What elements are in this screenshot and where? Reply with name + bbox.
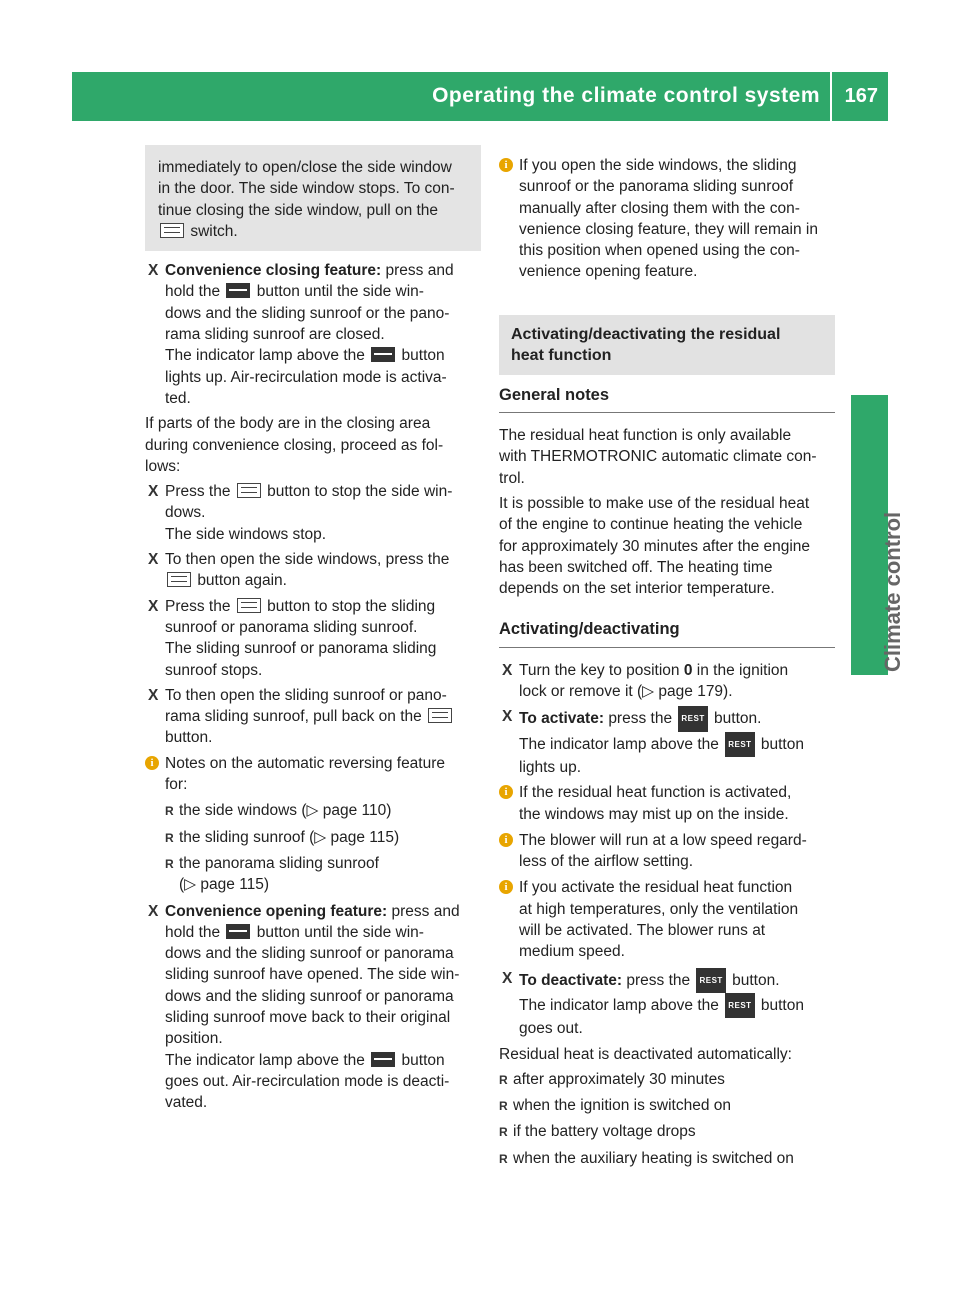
text-line: venience closing feature, they will remain in bbox=[519, 220, 818, 238]
step-stop-windows bbox=[145, 481, 481, 545]
page-title: Operating the climate control system bbox=[432, 84, 820, 107]
text-span: button bbox=[401, 1051, 445, 1069]
step-label: To deactivate: bbox=[519, 971, 623, 989]
text-line: this position when opened using the con- bbox=[519, 242, 800, 260]
info-note-ventilation bbox=[499, 877, 835, 962]
text-line: dows. bbox=[165, 504, 206, 522]
text-line: lights up. bbox=[519, 758, 582, 776]
text-span: The indicator lamp above the bbox=[165, 347, 365, 365]
list-item bbox=[499, 1148, 835, 1169]
section-heading bbox=[499, 315, 835, 375]
text-line: goes out. bbox=[519, 1020, 583, 1038]
text-span: button again. bbox=[197, 572, 287, 590]
recirculation-button-icon bbox=[371, 1052, 395, 1067]
page-link[interactable]: page 179). bbox=[658, 683, 733, 701]
text-span: button. bbox=[732, 971, 780, 989]
text-span: The indicator lamp above the bbox=[165, 1051, 365, 1069]
text-line: with THERMOTRONIC automatic climate con- bbox=[499, 448, 817, 466]
text-line: The residual heat function is only available bbox=[499, 427, 792, 445]
list-item: R the side windows (▷ page 110) bbox=[165, 800, 481, 821]
paragraph: Residual heat is deactivated automatically: bbox=[499, 1045, 792, 1063]
step-label: Convenience opening feature: bbox=[165, 902, 388, 920]
bullet-icon: R bbox=[165, 804, 174, 819]
text-line: depends on the set interior temperature. bbox=[499, 580, 775, 598]
text-span: button until the side win- bbox=[256, 923, 424, 941]
text-line: If parts of the body are in the closing area bbox=[145, 415, 431, 433]
text-span: Press the bbox=[165, 597, 231, 615]
bullet-icon: R bbox=[165, 830, 174, 845]
text-span: after approximately 30 minutes bbox=[513, 1070, 725, 1088]
list-item bbox=[499, 1069, 835, 1090]
text-line: tinue closing the side window, pull on the bbox=[158, 201, 439, 219]
sunroof-switch-icon bbox=[428, 708, 452, 723]
text-line: If you open the side windows, the sliding bbox=[519, 157, 797, 174]
text-span: press and bbox=[391, 902, 460, 920]
text-line: of the engine to continue heating the vehicle bbox=[499, 516, 803, 534]
text-line: The sliding sunroof or panorama sliding bbox=[165, 640, 437, 658]
subheading-activating: Activating/deactivating bbox=[499, 619, 835, 647]
text-line: for: bbox=[165, 776, 188, 794]
rest-button-icon: REST bbox=[725, 732, 754, 757]
text-span: ( bbox=[179, 876, 185, 894]
info-note-reversing bbox=[145, 753, 481, 796]
left-column bbox=[145, 145, 481, 1117]
text-span: Press the bbox=[165, 483, 231, 501]
text-line: for approximately 30 minutes after the engine bbox=[499, 537, 811, 555]
text-span: when the ignition is switched on bbox=[513, 1097, 731, 1115]
page-number: 167 bbox=[844, 85, 878, 107]
text-line: the windows may mist up on the inside. bbox=[519, 805, 789, 823]
header-divider bbox=[830, 72, 832, 121]
text-span: The indicator lamp above the bbox=[519, 735, 719, 753]
bullet-icon: R bbox=[499, 1099, 508, 1114]
paragraph bbox=[499, 425, 835, 489]
step-label: To activate: bbox=[519, 710, 604, 728]
step-arrow-icon: X bbox=[502, 661, 513, 679]
text-line: during convenience closing, proceed as fol- bbox=[145, 436, 444, 454]
text-line: heat function bbox=[511, 346, 612, 364]
text-line: at high temperatures, only the ventilation bbox=[519, 900, 799, 918]
step-convenience-closing bbox=[145, 260, 481, 409]
text-line: Activating/deactivating the residual bbox=[511, 325, 781, 343]
text-span: press and bbox=[385, 262, 454, 280]
text-span: press the bbox=[608, 710, 673, 728]
text-span: the side windows ( bbox=[179, 802, 307, 820]
text-span: The indicator lamp above the bbox=[519, 996, 719, 1014]
page-link[interactable]: page 110) bbox=[322, 802, 392, 820]
rest-button-icon: REST bbox=[725, 993, 754, 1018]
text-line: immediately to open/close the side window bbox=[158, 159, 452, 176]
info-note-blower bbox=[499, 830, 835, 873]
step-arrow-icon: X bbox=[148, 262, 159, 280]
bullet-icon: R bbox=[165, 856, 174, 871]
side-window-switch-icon bbox=[167, 572, 191, 587]
page-link[interactable]: page 115) bbox=[200, 876, 270, 894]
text-line: goes out. Air-recirculation mode is deacti- bbox=[165, 1072, 450, 1090]
info-icon: i bbox=[499, 158, 513, 172]
right-column bbox=[499, 155, 835, 1174]
text-span: button until the side win- bbox=[256, 283, 424, 301]
chapter-label: Climate control bbox=[880, 511, 905, 672]
header-bar bbox=[72, 72, 888, 121]
text-span: in the ignition bbox=[696, 661, 789, 679]
text-line: switch. bbox=[190, 222, 238, 240]
text-line: dows and the sliding sunroof or panorama bbox=[165, 987, 454, 1005]
text-line: The side windows stop. bbox=[165, 525, 327, 543]
text-span: button to stop the sliding bbox=[267, 597, 436, 615]
text-line: trol. bbox=[499, 469, 525, 487]
step-convenience-opening bbox=[145, 901, 481, 1114]
list-item: R the sliding sunroof (▷ page 115) bbox=[165, 827, 481, 848]
text-span: when the auxiliary heating is switched on bbox=[513, 1149, 794, 1167]
text-line: sunroof or panorama sliding sunroof. bbox=[165, 618, 418, 636]
step-arrow-icon: X bbox=[502, 708, 513, 726]
step-activate bbox=[499, 706, 835, 778]
text-span: hold the bbox=[165, 923, 221, 941]
text-line: rama sliding sunroof are closed. bbox=[165, 326, 385, 344]
text-line: has been switched off. The heating time bbox=[499, 558, 773, 576]
text-line: lights up. Air-recirculation mode is activa- bbox=[165, 368, 447, 386]
list-item bbox=[499, 1095, 835, 1116]
recirculation-button-icon bbox=[226, 924, 250, 939]
sunroof-switch-icon bbox=[237, 598, 261, 613]
text-line: dows and the sliding sunroof or the pano- bbox=[165, 304, 450, 322]
step-label: Convenience closing feature: bbox=[165, 262, 382, 280]
text-span: the panorama sliding sunroof bbox=[179, 854, 379, 872]
text-line: dows and the sliding sunroof or panorama bbox=[165, 945, 454, 963]
text-span: button bbox=[401, 347, 445, 365]
recirculation-button-icon bbox=[226, 283, 250, 298]
step-turn-key: X Turn the key to position 0 in the ignition lock or remove it (▷ page 179). bbox=[502, 661, 789, 701]
text-line: The blower will run at a low speed regard- bbox=[519, 831, 807, 849]
info-icon: i bbox=[499, 833, 513, 847]
text-line: button. bbox=[165, 729, 213, 747]
text-span: if the battery voltage drops bbox=[513, 1123, 696, 1141]
text-line: sunroof stops. bbox=[165, 661, 263, 679]
text-line: If you activate the residual heat function bbox=[519, 879, 793, 897]
auto-deactivation-list bbox=[499, 1069, 835, 1169]
text-line: sliding sunroof move back to their original bbox=[165, 1008, 451, 1026]
text-line: lows: bbox=[145, 457, 181, 475]
text-line: ted. bbox=[165, 389, 191, 407]
continued-note bbox=[145, 145, 481, 251]
step-open-sunroof bbox=[145, 685, 481, 749]
reversing-list bbox=[145, 800, 481, 895]
text-line: position. bbox=[165, 1030, 223, 1048]
text-span: button. bbox=[714, 710, 762, 728]
text-line: will be activated. The blower runs at bbox=[519, 922, 766, 940]
text-line: To then open the side windows, press the bbox=[165, 551, 450, 569]
text-span: button bbox=[760, 996, 804, 1014]
step-arrow-icon: X bbox=[148, 686, 159, 704]
info-icon: i bbox=[145, 756, 159, 770]
info-note-manual bbox=[499, 155, 835, 283]
text-line: less of the airflow setting. bbox=[519, 853, 694, 871]
text-span: Turn the key to position bbox=[519, 661, 680, 679]
text-span: button bbox=[760, 735, 804, 753]
text-line: It is possible to make use of the residual heat bbox=[499, 494, 810, 512]
key-position: 0 bbox=[683, 661, 693, 679]
step-stop-sunroof bbox=[145, 596, 481, 681]
step-arrow-icon: X bbox=[148, 551, 159, 569]
info-note-mist bbox=[499, 782, 835, 825]
text-line: medium speed. bbox=[519, 943, 625, 961]
step-arrow-icon: X bbox=[148, 597, 159, 615]
paragraph bbox=[499, 493, 835, 599]
bullet-icon: R bbox=[499, 1072, 508, 1087]
rest-button-icon: REST bbox=[696, 968, 725, 993]
text-line: venience opening feature. bbox=[519, 263, 698, 281]
info-icon: i bbox=[499, 880, 513, 894]
step-deactivate bbox=[499, 968, 835, 1040]
text-span: the sliding sunroof ( bbox=[179, 828, 315, 846]
list-item bbox=[499, 1121, 835, 1142]
side-window-switch-icon bbox=[160, 223, 184, 238]
text-line: sliding sunroof have opened. The side win- bbox=[165, 966, 460, 984]
list-item: R the panorama sliding sunroof (▷ page 115) bbox=[165, 854, 379, 894]
step-open-windows bbox=[145, 549, 481, 592]
paragraph bbox=[145, 413, 481, 477]
text-line: vated. bbox=[165, 1094, 208, 1112]
bullet-icon: R bbox=[499, 1125, 508, 1140]
rest-button-icon: REST bbox=[678, 706, 707, 731]
page-link[interactable]: page 115) bbox=[330, 828, 400, 846]
text-span: button to stop the side win- bbox=[267, 483, 453, 501]
info-icon: i bbox=[499, 785, 513, 799]
text-line: sunroof or the panorama sliding sunroof bbox=[519, 178, 793, 196]
step-arrow-icon: X bbox=[148, 483, 159, 501]
step-arrow-icon: X bbox=[502, 969, 513, 987]
text-span: press the bbox=[626, 971, 691, 989]
recirculation-button-icon bbox=[371, 347, 395, 362]
text-span: rama sliding sunroof, pull back on the bbox=[165, 708, 422, 726]
text-line: manually after closing them with the con- bbox=[519, 199, 800, 217]
text-line: Notes on the automatic reversing feature bbox=[165, 754, 446, 772]
text-span: hold the bbox=[165, 283, 221, 301]
text-line: in the door. The side window stops. To con- bbox=[158, 180, 455, 198]
text-span: lock or remove it ( bbox=[519, 683, 643, 701]
bullet-icon: R bbox=[499, 1151, 508, 1166]
subheading-general-notes: General notes bbox=[499, 385, 835, 413]
text-line: If the residual heat function is activated, bbox=[519, 784, 792, 802]
step-arrow-icon: X bbox=[148, 902, 159, 920]
text-line: To then open the sliding sunroof or pano- bbox=[165, 686, 447, 704]
side-window-switch-icon bbox=[237, 483, 261, 498]
